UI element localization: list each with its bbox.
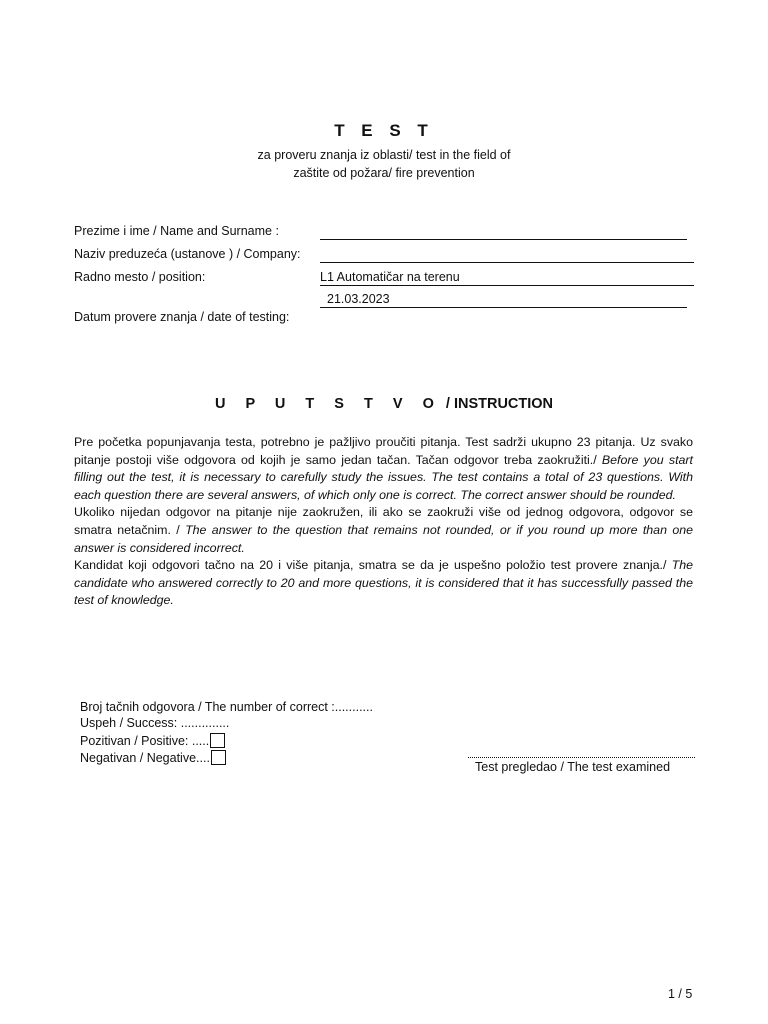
negative-label: Negativan / Negative.... bbox=[80, 751, 210, 765]
positive-line bbox=[80, 733, 225, 748]
position-field-line[interactable] bbox=[320, 285, 694, 286]
date-field-line[interactable] bbox=[320, 307, 687, 308]
examiner-label: Test pregledao / The test examined bbox=[475, 760, 671, 774]
name-label: Prezime i ime / Name and Surname : bbox=[74, 224, 279, 238]
examiner-signature-line[interactable] bbox=[468, 757, 695, 758]
positive-label: Pozitivan / Positive: ..... bbox=[80, 734, 210, 748]
paragraph-3-serbian: Kandidat koji odgovori tačno na 20 i više pitanja, smatra se da je uspešno položio test provere znanja./ bbox=[74, 558, 672, 573]
instructions-title-spaced: U P U T S T V O bbox=[214, 396, 442, 412]
company-field-line[interactable] bbox=[320, 262, 694, 263]
position-value: L1 Automatičar na terenu bbox=[320, 270, 460, 284]
paragraph-3-english: The candidate who answered correctly to 20 and more questions, it is considered that it has successfully passed the test of knowledge. bbox=[74, 558, 693, 608]
negative-checkbox[interactable] bbox=[211, 750, 226, 765]
date-label: Datum provere znanja / date of testing: bbox=[74, 310, 290, 324]
instructions-title-rest: / INSTRUCTION bbox=[441, 396, 554, 412]
subtitle-line-1: za proveru znanja iz oblasti/ test in the field of bbox=[257, 148, 511, 162]
instructions-paragraph-3 bbox=[74, 557, 693, 610]
date-value: 21.03.2023 bbox=[327, 292, 390, 306]
instructions-body bbox=[74, 434, 693, 610]
correct-count-line: Broj tačnih odgovora / The number of correct :........... bbox=[80, 700, 373, 714]
position-label: Radno mesto / position: bbox=[74, 270, 206, 284]
company-label: Naziv preduzeća (ustanove ) / Company: bbox=[74, 247, 301, 261]
page-number: 1 / 5 bbox=[668, 987, 693, 1001]
paragraph-1-serbian: Pre početka popunjavanja testa, potrebno je pažljivo proučiti pitanja. Test sadrži ukupno 23 pitanja. Uz svako pitanje postoji više odgovora od kojih je samo jedan tačan. Tačan odgovor treba zaokružiti./ bbox=[74, 435, 693, 467]
instructions-title bbox=[0, 396, 768, 412]
negative-line bbox=[80, 750, 226, 765]
document-title: T E S T bbox=[334, 121, 434, 140]
subtitle-line-2: zaštite od požara/ fire prevention bbox=[293, 166, 475, 180]
paragraph-2-serbian: Ukoliko nijedan odgovor na pitanje nije zaokružen, ili ako se zaokruži više od jednog odgovora, odgovor se smatra netačnim. / bbox=[74, 505, 693, 537]
name-field-line[interactable] bbox=[320, 239, 687, 240]
instructions-paragraph-2 bbox=[74, 504, 693, 557]
paragraph-1-english: Before you start filling out the test, it is necessary to carefully study the issues. The test contains a total of 23 questions. With each question there are several answers, of which only one is correct. The correct answer should be rounded. bbox=[74, 452, 693, 502]
paragraph-2-english: The answer to the question that remains not rounded, or if you round up more than one answer is considered incorrect. bbox=[74, 522, 693, 555]
success-line: Uspeh / Success: .............. bbox=[80, 716, 230, 730]
positive-checkbox[interactable] bbox=[210, 733, 225, 748]
instructions-paragraph-1 bbox=[74, 434, 693, 504]
